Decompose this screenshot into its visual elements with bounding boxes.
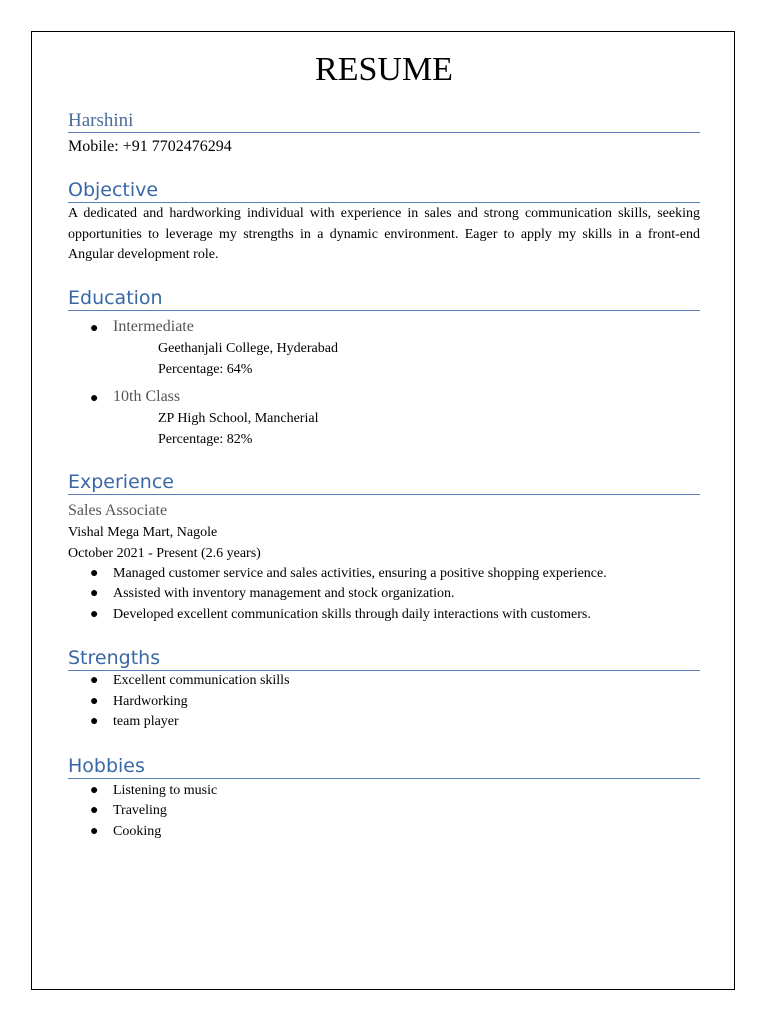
bullet-icon: ● (90, 803, 99, 818)
list-item (68, 605, 700, 626)
education-school: ZP High School, Mancherial (158, 410, 319, 426)
bullet-icon: ● (90, 693, 99, 709)
list-item-text: Assisted with inventory management and stock organization. (113, 586, 455, 601)
list-item-text: Cooking (113, 823, 162, 839)
job-company: Vishal Mega Mart, Nagole (68, 524, 218, 540)
list-item (68, 692, 700, 713)
bullet-icon: ● (90, 823, 99, 839)
list-item-text: Developed excellent communication skills through daily interactions with customers. (113, 606, 591, 622)
list-item (68, 801, 700, 822)
strengths-list (68, 671, 700, 733)
contact-mobile: Mobile: +91 7702476294 (68, 138, 232, 155)
bullet-icon: ● (90, 606, 99, 622)
document-title: RESUME (315, 51, 453, 88)
education-score: Percentage: 64% (158, 361, 253, 377)
experience-bullets (68, 564, 700, 626)
list-item (68, 584, 700, 605)
education-list (68, 316, 700, 450)
bullet-icon: ● (90, 782, 99, 798)
list-item (68, 781, 700, 802)
job-title: Sales Associate (68, 501, 168, 519)
list-item-text: Hardworking (113, 693, 188, 709)
list-item (68, 671, 700, 692)
job-period: October 2021 - Present (2.6 years) (68, 545, 261, 561)
objective-heading: Objective (68, 178, 700, 203)
list-item-text: team player (113, 714, 179, 729)
bullet-icon: ● (90, 565, 99, 581)
resume-page (31, 31, 735, 990)
hobbies-heading: Hobbies (68, 754, 700, 779)
bullet-icon: ● (90, 390, 99, 406)
education-level: Intermediate (113, 317, 194, 335)
list-item-text: Traveling (113, 803, 167, 818)
bullet-icon: ● (90, 714, 99, 729)
list-item (68, 712, 700, 733)
strengths-heading: Strengths (68, 646, 700, 671)
bullet-icon: ● (90, 320, 99, 336)
list-item (68, 564, 700, 585)
education-score: Percentage: 82% (158, 431, 253, 447)
list-item-text: Listening to music (113, 782, 218, 798)
list-item-text: Excellent communication skills (113, 673, 290, 688)
list-item-text: Managed customer service and sales activities, ensuring a positive shopping experience. (113, 565, 607, 581)
hobbies-list (68, 781, 700, 843)
bullet-icon: ● (90, 586, 99, 601)
resume-content (68, 32, 700, 842)
education-school: Geethanjali College, Hyderabad (158, 340, 338, 356)
education-item (68, 316, 700, 380)
bullet-icon: ● (90, 673, 99, 688)
candidate-name: Harshini (68, 110, 700, 133)
education-heading: Education (68, 286, 700, 311)
list-item (68, 822, 700, 843)
experience-heading: Experience (68, 470, 700, 495)
objective-text: A dedicated and hardworking individual with experience in sales and strong communication skills, seeking opportunities to leverage my strengths in a dynamic environment. Eager to apply my skills in a front-end Angular development role. (68, 206, 700, 262)
education-item (68, 386, 700, 450)
education-level: 10th Class (113, 387, 181, 405)
